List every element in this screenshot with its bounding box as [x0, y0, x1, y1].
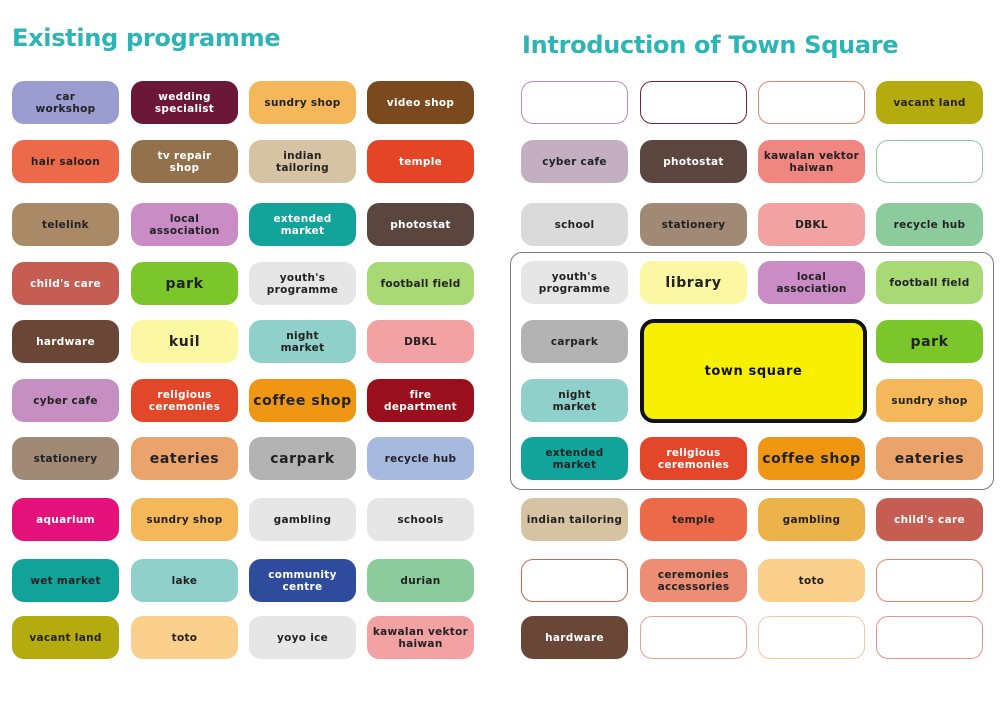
right-item-empty-slot	[521, 559, 628, 602]
left-item-sundry-shop: sundry shop	[249, 81, 356, 124]
left-item-football-field: football field	[367, 262, 474, 305]
left-item-child-s-care: child's care	[12, 262, 119, 305]
right-item-empty-slot	[758, 616, 865, 659]
left-item-local-association: local association	[131, 203, 238, 246]
right-item-carpark: carpark	[521, 320, 628, 363]
left-item-durian: durian	[367, 559, 474, 602]
left-item-community-centre: community centre	[249, 559, 356, 602]
left-item-telelink: telelink	[12, 203, 119, 246]
right-item-photostat: photostat	[640, 140, 747, 183]
left-item-carpark: carpark	[249, 437, 356, 480]
right-item-ceremonies-accessories: ceremonies accessories	[640, 559, 747, 602]
right-item-night-market: night market	[521, 379, 628, 422]
left-item-tv-repair-shop: tv repair shop	[131, 140, 238, 183]
left-item-wet-market: wet market	[12, 559, 119, 602]
left-item-kuil: kuil	[131, 320, 238, 363]
right-item-cyber-cafe: cyber cafe	[521, 140, 628, 183]
left-item-photostat: photostat	[367, 203, 474, 246]
left-item-gambling: gambling	[249, 498, 356, 541]
left-item-temple: temple	[367, 140, 474, 183]
right-item-football-field: football field	[876, 261, 983, 304]
left-item-car-workshop: car workshop	[12, 81, 119, 124]
left-item-kawalan-vektor-haiwan: kawalan vektor haiwan	[367, 616, 474, 659]
right-item-extended-market: extended market	[521, 437, 628, 480]
left-item-extended-market: extended market	[249, 203, 356, 246]
right-item-empty-slot	[521, 81, 628, 124]
right-item-empty-slot	[640, 81, 747, 124]
right-item-youth-s-programme: youth's programme	[521, 261, 628, 304]
town-square-block: town square	[640, 319, 867, 423]
left-item-sundry-shop: sundry shop	[131, 498, 238, 541]
existing-programme-title: Existing programme	[12, 24, 281, 52]
left-item-coffee-shop: coffee shop	[249, 379, 356, 422]
right-item-gambling: gambling	[758, 498, 865, 541]
right-item-dbkl: DBKL	[758, 203, 865, 246]
right-item-empty-slot	[758, 81, 865, 124]
right-item-temple: temple	[640, 498, 747, 541]
left-item-eateries: eateries	[131, 437, 238, 480]
left-item-night-market: night market	[249, 320, 356, 363]
left-item-toto: toto	[131, 616, 238, 659]
left-item-recycle-hub: recycle hub	[367, 437, 474, 480]
right-item-religious-ceremonies: religious ceremonies	[640, 437, 747, 480]
left-item-video-shop: video shop	[367, 81, 474, 124]
right-item-vacant-land: vacant land	[876, 81, 983, 124]
right-item-indian-tailoring: indian tailoring	[521, 498, 628, 541]
right-item-eateries: eateries	[876, 437, 983, 480]
right-item-recycle-hub: recycle hub	[876, 203, 983, 246]
right-item-sundry-shop: sundry shop	[876, 379, 983, 422]
left-item-hair-saloon: hair saloon	[12, 140, 119, 183]
right-item-park: park	[876, 320, 983, 363]
left-item-aquarium: aquarium	[12, 498, 119, 541]
right-item-toto: toto	[758, 559, 865, 602]
left-item-park: park	[131, 262, 238, 305]
left-item-youth-s-programme: youth's programme	[249, 262, 356, 305]
right-item-stationery: stationery	[640, 203, 747, 246]
right-item-empty-slot	[876, 140, 983, 183]
left-item-cyber-cafe: cyber cafe	[12, 379, 119, 422]
right-item-hardware: hardware	[521, 616, 628, 659]
right-item-child-s-care: child's care	[876, 498, 983, 541]
right-item-school: school	[521, 203, 628, 246]
left-item-wedding-specialist: wedding specialist	[131, 81, 238, 124]
right-item-local-association: local association	[758, 261, 865, 304]
left-item-fire-department: fire department	[367, 379, 474, 422]
left-item-hardware: hardware	[12, 320, 119, 363]
left-item-schools: schools	[367, 498, 474, 541]
right-item-kawalan-vektor-haiwan: kawalan vektor haiwan	[758, 140, 865, 183]
left-item-religious-ceremonies: religious ceremonies	[131, 379, 238, 422]
left-item-lake: lake	[131, 559, 238, 602]
right-item-empty-slot	[640, 616, 747, 659]
left-item-stationery: stationery	[12, 437, 119, 480]
right-item-coffee-shop: coffee shop	[758, 437, 865, 480]
right-item-empty-slot	[876, 616, 983, 659]
left-item-vacant-land: vacant land	[12, 616, 119, 659]
left-item-dbkl: DBKL	[367, 320, 474, 363]
right-item-empty-slot	[876, 559, 983, 602]
town-square-title: Introduction of Town Square	[522, 31, 899, 59]
left-item-indian-tailoring: indian tailoring	[249, 140, 356, 183]
left-item-yoyo-ice: yoyo ice	[249, 616, 356, 659]
right-item-library: library	[640, 261, 747, 304]
